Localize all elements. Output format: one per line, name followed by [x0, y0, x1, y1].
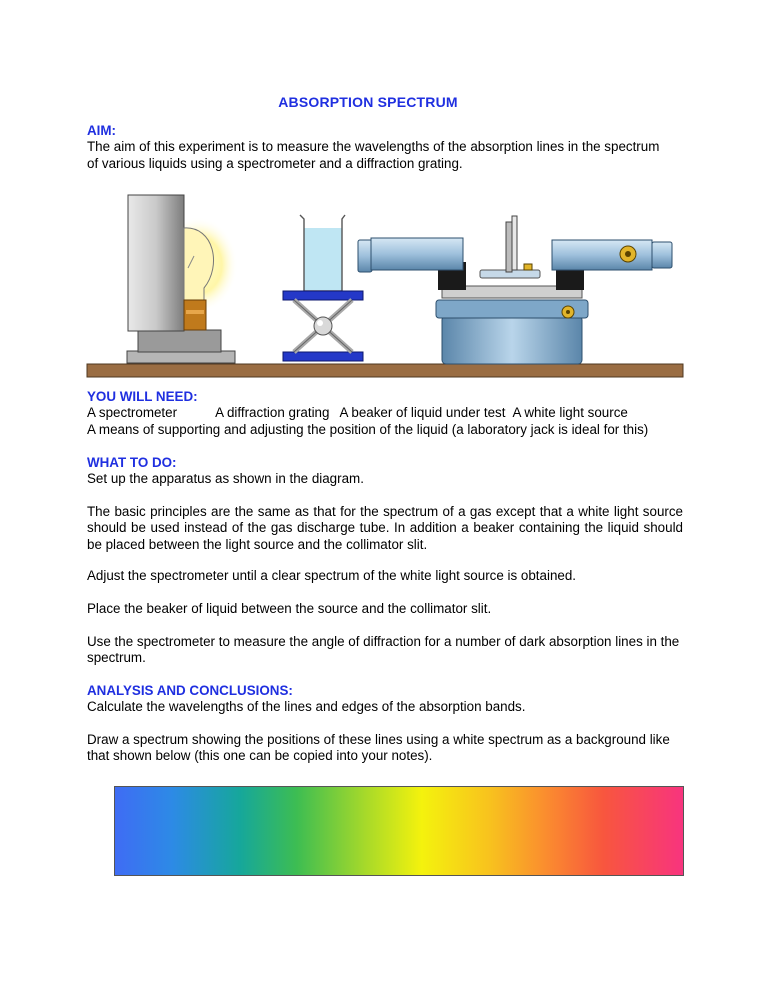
- analysis-paragraph-2: Draw a spectrum showing the positions of these lines using a white spectrum as a background like that shown below (this one can be copied into your notes).: [87, 732, 670, 764]
- aim-line-2: of various liquids using a spectrometer and a diffraction grating.: [87, 155, 463, 171]
- analysis-paragraph-1: Calculate the wavelengths of the lines and edges of the absorption bands.: [87, 699, 526, 715]
- todo-paragraph-5: Use the spectrometer to measure the angle of diffraction for a number of dark absorption lines in the spectrum.: [87, 634, 680, 666]
- todo-paragraph-3: Adjust the spectrometer until a clear spectrum of the white light source is obtained.: [87, 568, 577, 583]
- need-line-2: A means of supporting and adjusting the position of the liquid (a laboratory jack is ideal for this): [87, 421, 649, 437]
- bench-icon: [87, 364, 683, 377]
- collimator-icon: [358, 238, 463, 272]
- need-item: A diffraction grating: [215, 405, 330, 421]
- beaker-icon: [300, 215, 345, 291]
- need-items-row: [87, 405, 683, 421]
- light-bulb-icon: [184, 228, 214, 330]
- need-item: A beaker of liquid under test: [339, 405, 506, 421]
- spectrometer-base-icon: [436, 262, 588, 364]
- analysis-section: [87, 683, 683, 716]
- aim-line-1: The aim of this experiment is to measure the wavelengths of the absorption lines in the spectrum: [87, 139, 660, 155]
- todo-section: [87, 455, 683, 488]
- todo-paragraph-2: The basic principles are the same as that for the spectrum of a gas except that a white light source should be used instead of the gas discharge tube. In addition a beaker containing the liquid should be placed between the light source and the collimator slit.: [87, 504, 683, 552]
- need-item: A white light source: [512, 405, 628, 421]
- todo-paragraph-4: Place the beaker of liquid between the source and the collimator slit.: [87, 601, 492, 616]
- page-title: ABSORPTION SPECTRUM: [278, 94, 458, 110]
- aim-heading: AIM:: [87, 123, 117, 138]
- white-spectrum-background: [114, 786, 684, 876]
- grating-icon: [506, 216, 532, 272]
- lamp-housing-icon: [127, 195, 238, 363]
- lab-jack-icon: [283, 291, 363, 361]
- todo-heading: WHAT TO DO:: [87, 455, 177, 470]
- apparatus-diagram: [86, 188, 684, 382]
- aim-section: [87, 123, 683, 172]
- todo-paragraph-1: Set up the apparatus as shown in the diagram.: [87, 471, 364, 487]
- analysis-heading: ANALYSIS AND CONCLUSIONS:: [87, 683, 293, 698]
- need-heading: YOU WILL NEED:: [87, 389, 198, 404]
- telescope-icon: [552, 240, 672, 270]
- need-item: A spectrometer: [87, 405, 178, 421]
- need-section: [87, 389, 683, 438]
